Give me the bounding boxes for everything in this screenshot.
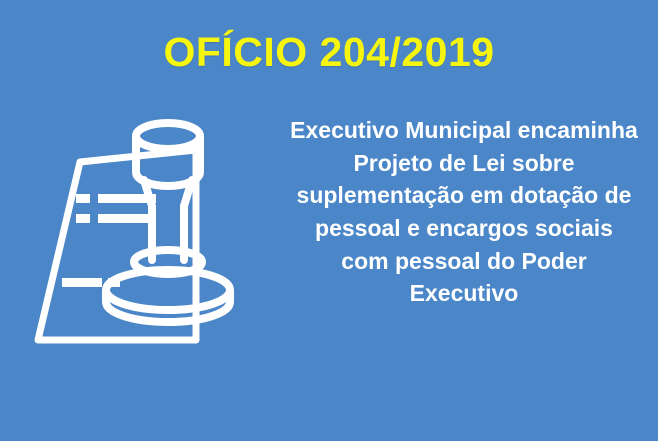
document-line-2	[98, 214, 156, 223]
page-title: OFÍCIO 204/2019	[163, 29, 495, 75]
announcement-text: Executivo Municipal encaminha Projeto de Lei sobre suplementação em dotação de pessoal e encargos sociais com pessoal do Poder Executivo	[290, 117, 638, 307]
document-line-3	[62, 278, 102, 287]
stamp-handle-top	[136, 123, 200, 149]
document-bullet-1	[76, 194, 90, 203]
rubber-stamp-on-document-icon	[28, 110, 278, 380]
stamp-collar	[134, 250, 202, 274]
stamp-illustration	[0, 100, 290, 380]
banner-content	[0, 100, 658, 390]
document-bullet-2	[76, 214, 90, 223]
